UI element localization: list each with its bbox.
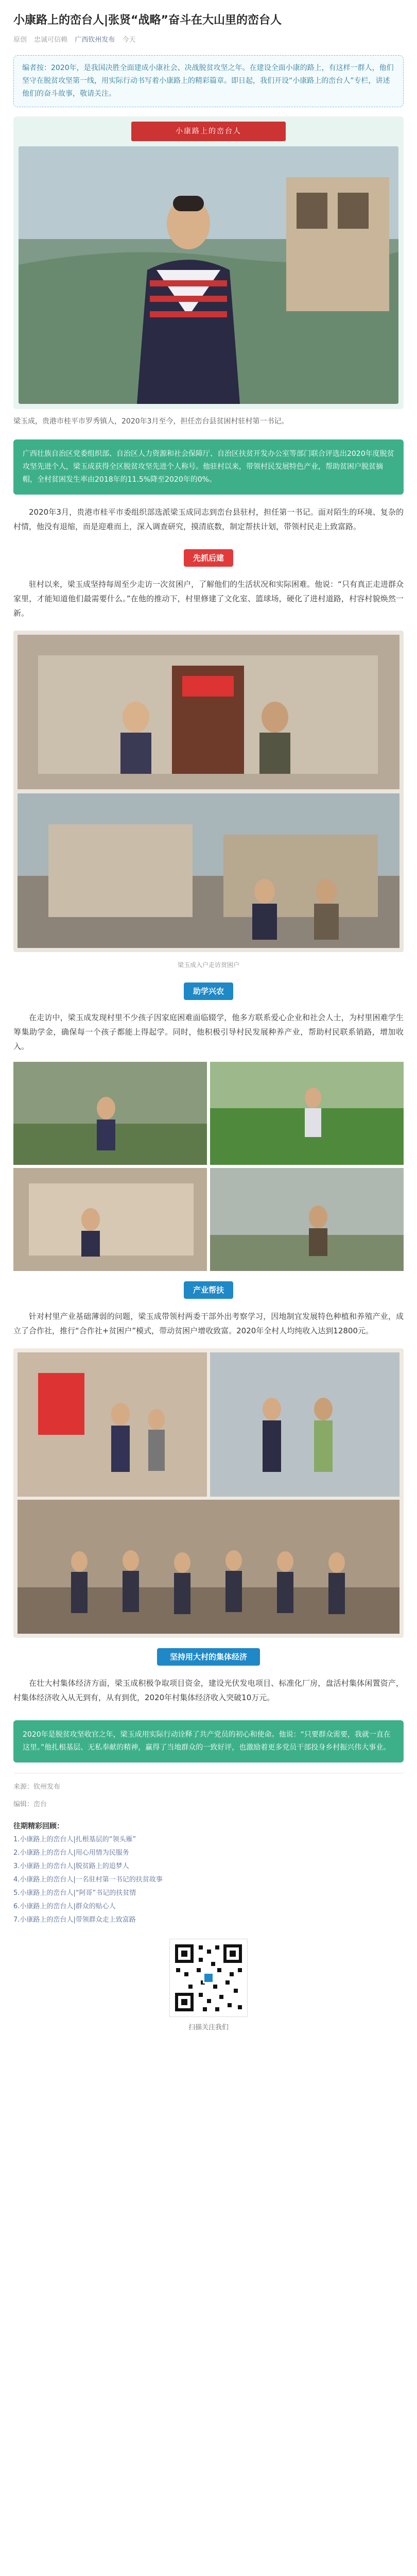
- qr-code-art: [173, 1942, 244, 2013]
- group-photo-left: [18, 1352, 207, 1497]
- field-photo-2: [210, 1062, 404, 1165]
- portrait-photo: [19, 146, 398, 404]
- portrait-caption: 梁玉成，贵港市桂平市罗秀镇人，2020年3月至今，担任峦台县贫困村驻村第一书记。: [13, 417, 289, 426]
- visit-photo-top: [18, 635, 399, 789]
- related-links-title: 往期精彩回顾：: [13, 1822, 64, 1831]
- related-links-list: [0, 1833, 417, 1927]
- qr-code[interactable]: [170, 1939, 247, 2016]
- related-link[interactable]: 3.小康路上的峦台人|脱贫路上的追梦人: [13, 1862, 129, 1870]
- qr-section: [152, 1939, 265, 2037]
- footer-editor: 编辑：峦台: [13, 1801, 47, 1808]
- group-photo-row: [18, 1352, 399, 1497]
- visit-photos-caption: 梁玉成入户走访贫困户: [177, 961, 239, 969]
- paragraph-3: 在走访中，梁玉成发现村里不少孩子因家庭困难面临辍学，他多方联系爱心企业和社会人士，为村里困难学生筹集助学金，确保每一个孩子都能上得起学。同时，他积极引导村民发展种养产业，帮助村民联系销路，增加收入。: [13, 1013, 404, 1051]
- editor-note-text: 编者按：2020年，是我国决胜全面建成小康社会、决战脱贫攻坚之年。在建设全面小康的路上，有这样一群人，他们坚守在脱贫攻坚第一线，用实际行动书写着小康路上的精彩篇章。即日起，我们开设“小康路上的峦台人”专栏，讲述他们的奋斗故事，敬请关注。: [22, 64, 394, 98]
- section-heading-1: 先抓后建: [184, 549, 233, 567]
- banner-label: 小康路上的峦台人: [131, 122, 286, 141]
- related-link[interactable]: 1.小康路上的峦台人|扎根基层的“领头雁”: [13, 1836, 136, 1843]
- field-photo-grid: [13, 1062, 404, 1271]
- article-meta: [0, 32, 417, 52]
- banner-frame: [13, 116, 404, 409]
- related-link[interactable]: 7.小康路上的峦台人|带领群众走上致富路: [13, 1916, 136, 1924]
- related-link[interactable]: 6.小康路上的峦台人|群众的贴心人: [13, 1903, 116, 1910]
- group-photos: [13, 1348, 404, 1638]
- qr-label: 扫描关注我们: [188, 2024, 229, 2031]
- meta-date: 今天: [122, 36, 136, 44]
- section-heading-4: 坚持用大村的集体经济: [157, 1648, 260, 1666]
- meta-origin: 原创: [13, 36, 27, 44]
- footer-source: 来源：钦州发布: [13, 1783, 61, 1791]
- meta-author: 忠诚可信赖: [34, 36, 68, 44]
- meta-account-link[interactable]: 广西钦州发布: [75, 36, 115, 44]
- group-photo-right: [210, 1352, 399, 1497]
- paragraph-4: 针对村里产业基础薄弱的问题，梁玉成带领村两委干部外出考察学习，因地制宜发展特色种植和养殖产业，成立了合作社，推行“合作社+贫困户”模式，带动贫困户增收致富。2020年全村人均纯收入达到12800元。: [13, 1312, 404, 1335]
- closing-box: [13, 1720, 404, 1762]
- field-photo-3: [13, 1168, 207, 1271]
- related-link[interactable]: 4.小康路上的峦台人|一名驻村第一书记的扶贫故事: [13, 1876, 163, 1884]
- article-title: 小康路上的峦台人|张贤“战略”奋斗在大山里的峦台人: [13, 14, 282, 27]
- section-heading-2: 助学兴农: [184, 982, 233, 1000]
- field-photo-4: [210, 1168, 404, 1271]
- section-heading-3: 产业帮扶: [184, 1281, 233, 1299]
- paragraph-2: 驻村以来，梁玉成坚持每周至少走访一次贫困户，了解他们的生活状况和实际困难。他说：“只有真正走进群众家里，才能知道他们最需要什么。”在他的推动下，村里修建了文化室、篮球场，硬化了进村道路，村容村貌焕然一新。: [13, 580, 404, 618]
- closing-text: 2020年是脱贫攻坚收官之年，梁玉成用实际行动诠释了共产党员的初心和使命。他说：“只要群众需要，我就一直在这里。”他扎根基层、无私奉献的精神，赢得了当地群众的一致好评，也激励着更多党员干部投身乡村振兴伟大事业。: [23, 1731, 391, 1752]
- field-photo-1: [13, 1062, 207, 1165]
- related-link[interactable]: 2.小康路上的峦台人|用心用情为民服务: [13, 1849, 129, 1857]
- visit-photos: [13, 631, 404, 952]
- related-link[interactable]: 5.小康路上的峦台人|“阿哥”书记的扶贫情: [13, 1889, 136, 1897]
- honor-text: 广西壮族自治区党委组织部、自治区人力资源和社会保障厅、自治区扶贫开发办公室等部门联合评选出2020年度脱贫攻坚先进个人，梁玉成获得全区脱贫攻坚先进个人称号。他驻村以来，带领村民发展特色产业，帮助贫困户脱贫摘帽，全村贫困发生率由2018年的11.5%降至2020年的0%。: [23, 450, 394, 484]
- visit-photo-bottom: [18, 793, 399, 948]
- paragraph-5: 在壮大村集体经济方面，梁玉成积极争取项目资金，建设光伏发电项目、标准化厂房，盘活村集体闲置资产，村集体经济收入从无到有，从有到优，2020年村集体经济收入突破10万元。: [13, 1679, 404, 1702]
- portrait-photo-art: [19, 146, 398, 404]
- group-photo-wide: [18, 1500, 399, 1634]
- paragraph-1: 2020年3月，贵港市桂平市委组织部选派梁玉成同志到峦台县驻村，担任第一书记。面对陌生的环境、复杂的村情，他没有退缩，而是迎难而上，深入调查研究，摸清底数，制定帮扶计划，带领村民走上致富路。: [13, 507, 404, 531]
- editor-note-box: [13, 55, 404, 107]
- honor-box: [13, 439, 404, 495]
